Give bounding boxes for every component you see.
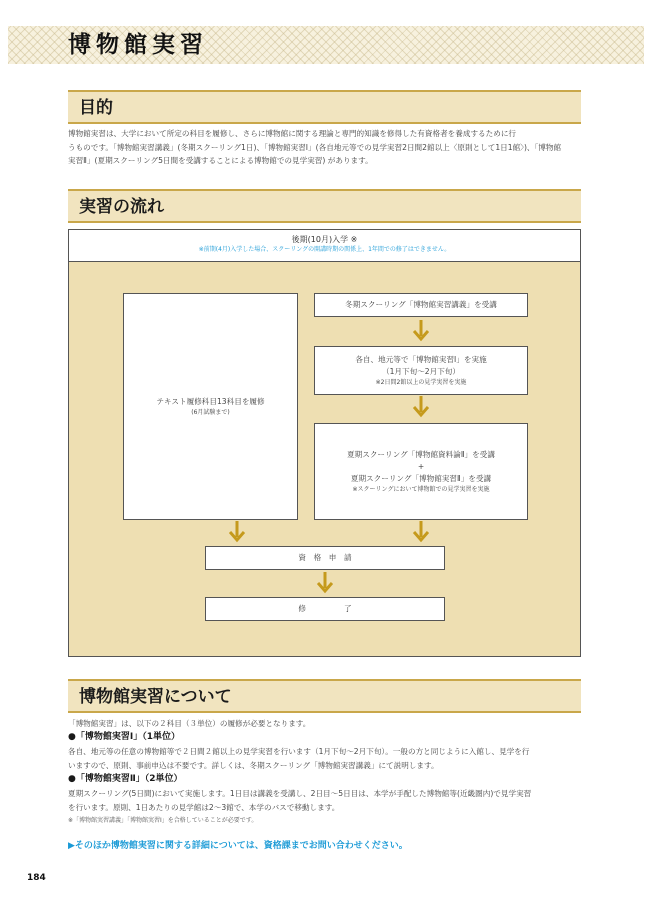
box-title: 冬期スクーリング「博物館実習講義」を受講	[345, 300, 497, 309]
flow-diagram	[68, 229, 581, 657]
item-body-practice-2	[68, 787, 584, 814]
box-title-2: 夏期スクーリング「博物館実習Ⅱ」を受講	[350, 473, 492, 483]
flow-box-winter-schooling	[314, 293, 528, 317]
box-subtitle: (6月試験まで)	[191, 408, 230, 416]
paragraph-line: を行います。原則、1日あたりの見学館は2～3館で、本学のバスで移動します。	[68, 802, 340, 812]
flow-box-complete	[205, 597, 445, 621]
purpose-paragraph	[68, 127, 584, 168]
box-note: ※2日間2館以上の見学実習を実施	[375, 378, 467, 386]
box-plus: +	[417, 461, 425, 471]
section-heading-flow	[68, 189, 581, 223]
item-heading-practice-2: ●「博物館実習Ⅱ」（2単位）	[68, 774, 183, 784]
entry-label: 後期(10月)入学 ※	[291, 235, 358, 244]
item-heading-practice-1: ●「博物館実習Ⅰ」（1単位）	[68, 732, 180, 742]
arrow-down-icon	[413, 320, 429, 342]
section-heading-about	[68, 679, 581, 713]
box-title: 夏期スクーリング「博物館資料論Ⅱ」を受講	[347, 449, 495, 459]
contact-link[interactable]: ▶そのほか博物館実習に関する詳細については、資格課までお問い合わせください。	[68, 841, 408, 851]
section-heading-text: 目的	[79, 98, 113, 118]
about-intro: 「博物館実習」は、以下の２科目（３単位）の履修が必要となります。	[68, 719, 311, 728]
flow-box-summer-schooling	[314, 423, 528, 520]
paragraph-line: 夏期スクーリング(5日間)において実施します。1日目は講義を受講し、2日目～5日目は、本学が手配した博物館等(近畿圏内)で見学実習	[68, 789, 532, 798]
page-number: 184	[27, 873, 46, 883]
flow-box-text-courses	[123, 293, 298, 520]
section-heading-text: 博物館実習について	[79, 687, 232, 707]
flow-box-apply	[205, 546, 445, 570]
box-title: 各自、地元等で「博物館実習Ⅰ」を実施	[355, 354, 487, 364]
box-period: （1月下旬～2月下旬）	[381, 366, 460, 376]
paragraph-line: いますので、原則、事前申込は不要です。詳しくは、冬期スクーリング「博物館実習講義」にて説明します。	[68, 760, 439, 770]
box-title: 資 格 申 請	[298, 553, 352, 562]
item-note-practice-2: ※「博物館実習講義」「博物館実習Ⅰ」を合格していることが必要です。	[68, 817, 258, 824]
box-title: 修 了	[298, 604, 352, 613]
paragraph-line: 実習Ⅱ」(夏期スクーリング5日間を受講することによる博物館での見学実習) があります。	[68, 156, 373, 165]
paragraph-line: 博物館実習は、大学において所定の科目を履修し、さらに博物館に関する理論と専門的知識を修得した有資格者を養成するために行	[68, 129, 517, 138]
entry-note: ※前期(4月)入学した場合、スクーリングの開講時期の関係上、1年間での修了はできません。	[198, 246, 451, 253]
section-heading-text: 実習の流れ	[79, 197, 164, 217]
arrow-down-icon	[317, 572, 333, 594]
arrow-down-icon	[413, 396, 429, 418]
flow-box-practice-1	[314, 346, 528, 395]
arrow-down-icon	[413, 521, 429, 543]
arrow-down-icon	[229, 521, 245, 543]
section-heading-purpose	[68, 90, 581, 124]
paragraph-line: うものです。「博物館実習講義」(冬期スクーリング1日)、「博物館実習Ⅰ」(各自地元等での見学実習2日間2館以上〈原則として1日1館〉)、「博物館	[68, 142, 562, 152]
paragraph-line: 各自、地元等の任意の博物館等で２日間２館以上の見学実習を行います（1月下旬～2月下旬）。一般の方と同じように入館し、見学を行	[68, 747, 530, 756]
flow-entry-header	[69, 230, 580, 262]
item-body-practice-1	[68, 745, 584, 772]
page-title: 博物館実習	[68, 32, 208, 58]
box-note: ※スクーリングにおいて博物館での見学実習を実施	[352, 485, 490, 493]
box-title: テキスト履修科目13科目を履修	[156, 396, 265, 406]
